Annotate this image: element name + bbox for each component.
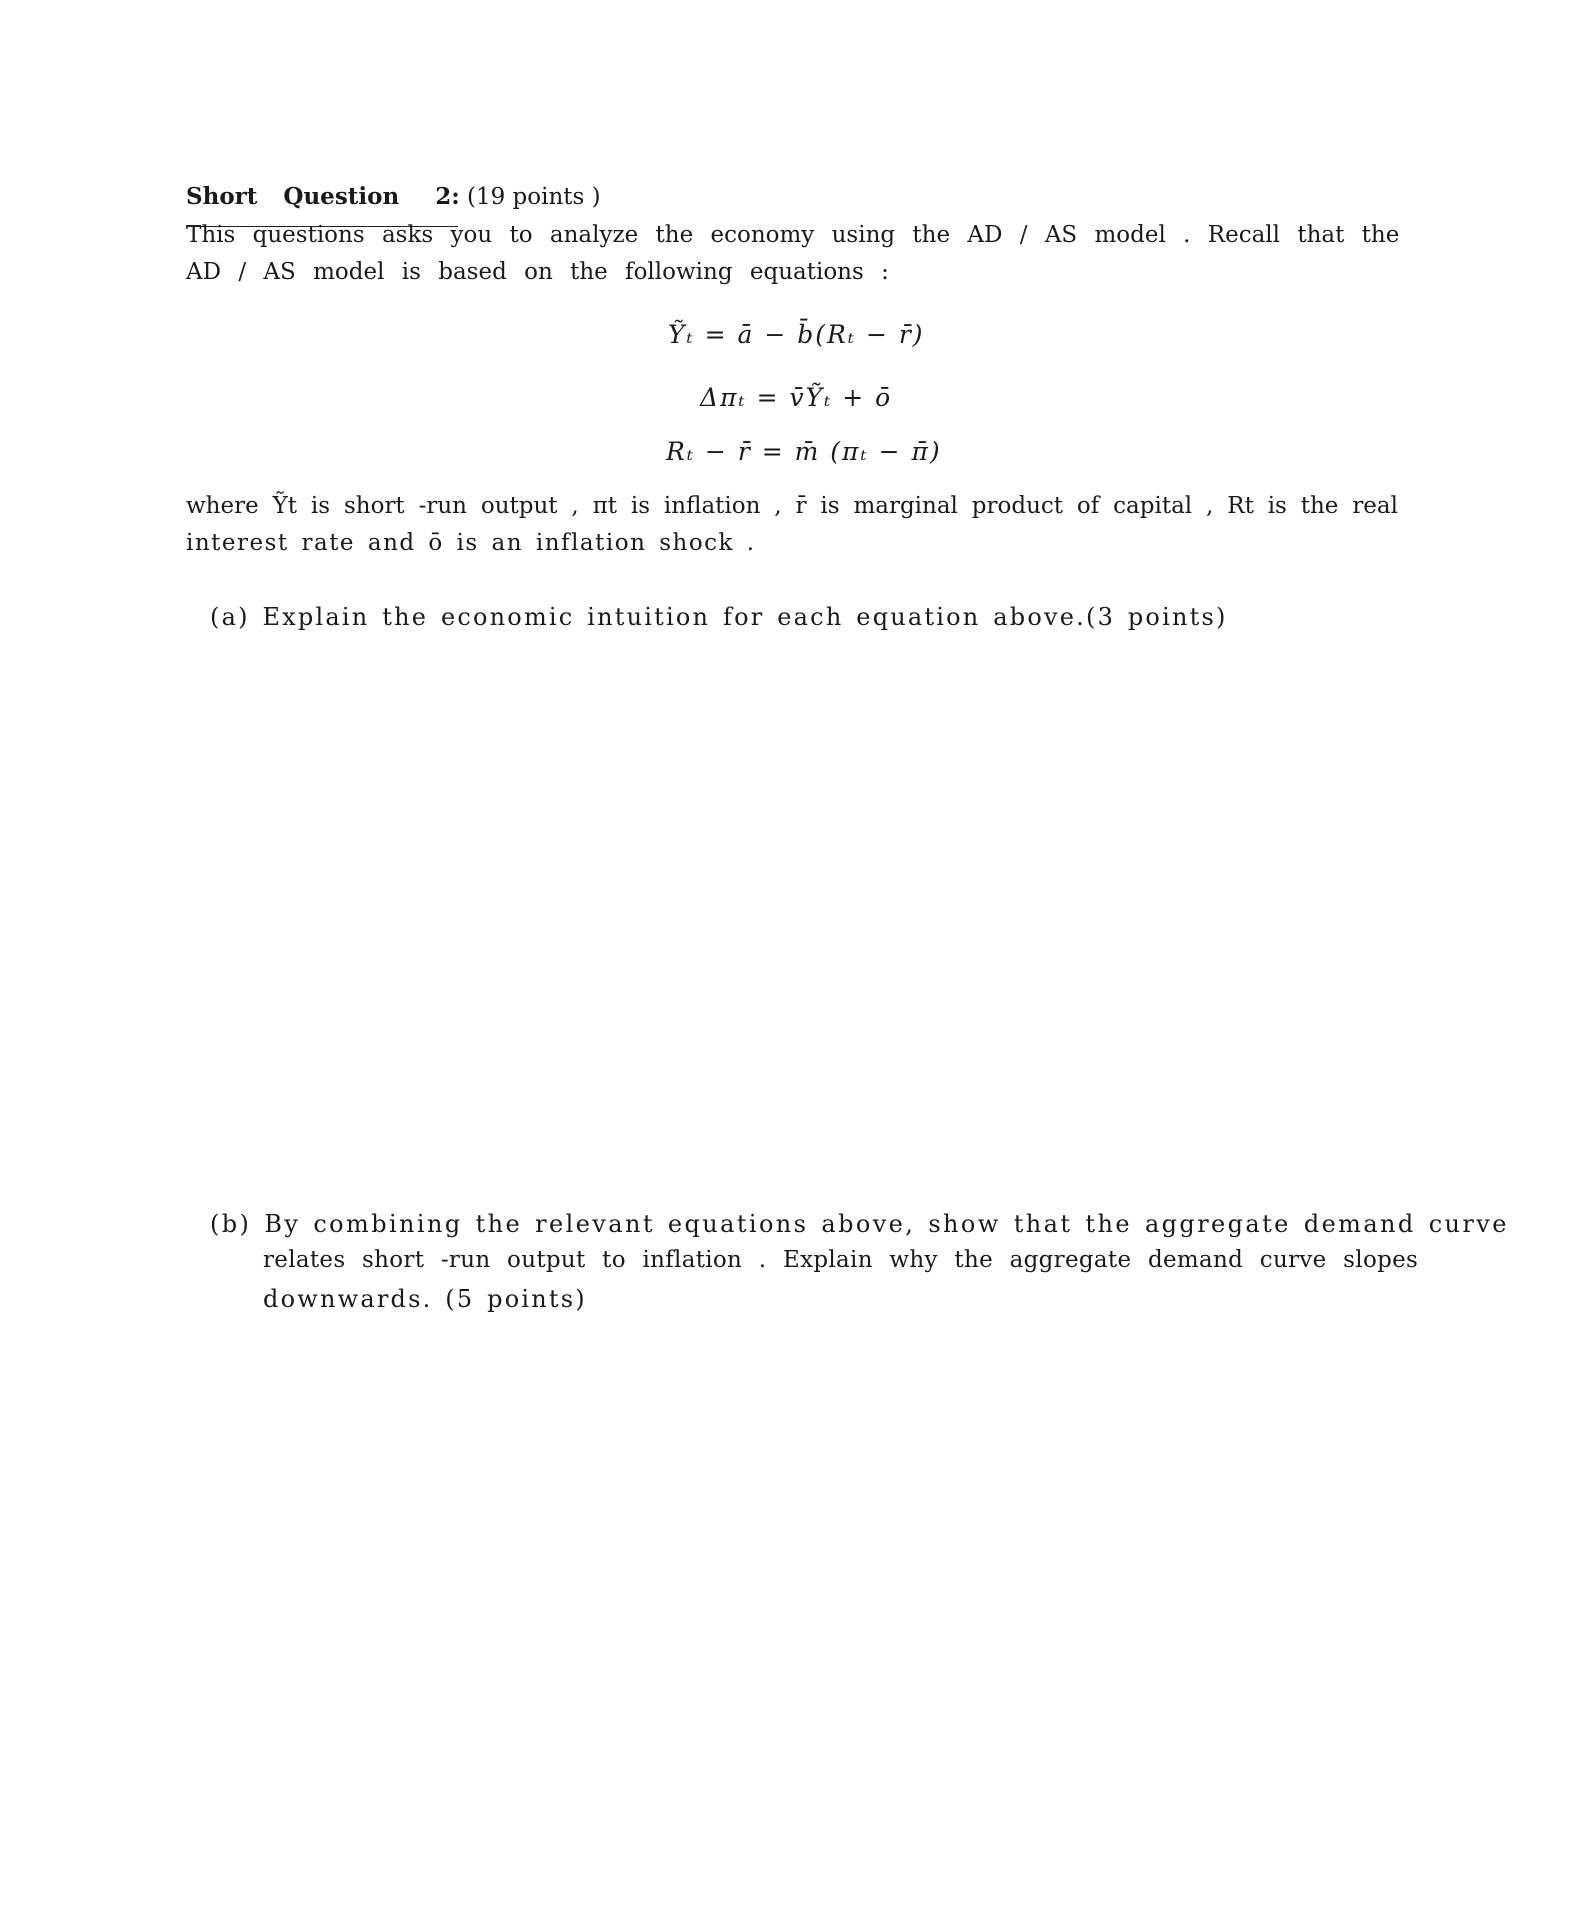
heading-points: (19 points ) <box>467 184 601 210</box>
equation-aggregate-demand: Ỹₜ = ā − b̄(Rₜ − r̄) <box>668 320 925 349</box>
equation-phillips-curve: Δπₜ = v̄Ỹₜ + ō <box>700 383 893 412</box>
part-b-prompt-line-3: downwards. (5 points) <box>263 1285 587 1313</box>
definitions-line-2: interest rate and ō is an inflation shock . <box>186 530 756 556</box>
heading-number: 2: <box>435 183 460 210</box>
definitions-line-1: where Ỹt is short -run output , πt is inflation , r̄ is marginal product of capital , Rt is the real <box>186 493 1398 519</box>
intro-line-2: AD / AS model is based on the following equations : <box>186 259 889 285</box>
intro-line-1: This questions asks you to analyze the economy using the AD / AS model . Recall that the <box>186 222 1400 248</box>
part-b-prompt-line-1: (b) By combining the relevant equations above, show that the aggregate demand curve <box>210 1210 1509 1238</box>
part-b-prompt-line-2: relates short -run output to inflation . Explain why the aggregate demand curve slopes <box>263 1247 1419 1273</box>
heading-short: Short <box>186 183 258 210</box>
part-a-prompt: (a) Explain the economic intuition for each equation above.(3 points) <box>210 603 1228 631</box>
equation-monetary-policy-rule: Rₜ − r̄ = m̄ (πₜ − π̄) <box>666 437 942 466</box>
heading-question: Question <box>283 183 400 210</box>
question-heading <box>186 183 601 210</box>
